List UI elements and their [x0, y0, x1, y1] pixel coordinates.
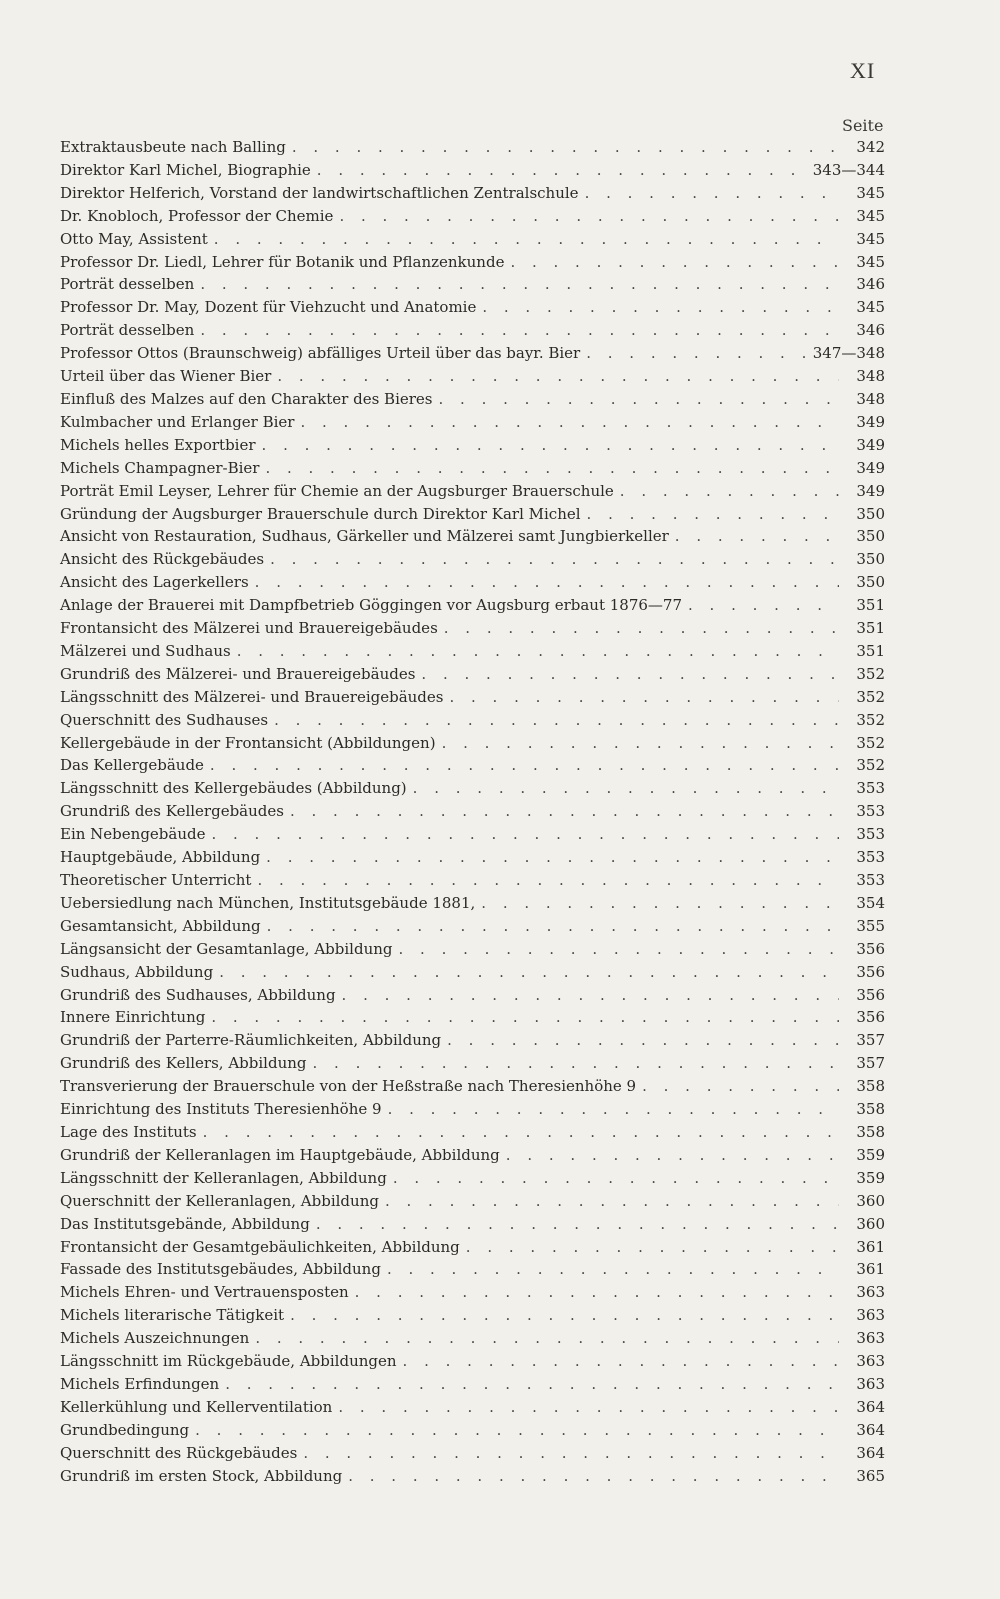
toc-entry-page: 345	[856, 206, 885, 225]
toc-entry-title: Lage des Instituts	[60, 1122, 197, 1141]
toc-entry	[60, 1442, 885, 1465]
toc-entry	[60, 1419, 885, 1442]
toc-entry-page: 363	[856, 1329, 885, 1348]
toc-entry-title: Sudhaus, Abbildung	[60, 962, 214, 981]
toc-entry	[60, 525, 885, 548]
toc-entry-title: Extraktausbeute nach Balling	[60, 138, 286, 156]
toc-entry	[60, 1258, 885, 1281]
toc-entry-title: Grundriß des Sudhauses, Abbildung	[60, 985, 336, 1004]
dot-leader	[255, 571, 839, 594]
toc-entry	[60, 754, 885, 777]
dot-leader	[399, 938, 839, 961]
toc-entry-page: 363	[856, 1374, 885, 1393]
dot-leader	[587, 503, 839, 526]
toc-entry	[60, 1167, 885, 1190]
toc-entry-title: Frontansicht des Mälzerei und Brauereigebäudes	[60, 619, 438, 638]
dot-leader	[444, 617, 839, 640]
toc-entry-page: 348	[856, 367, 885, 386]
toc-entry-page: 352	[856, 710, 885, 729]
toc-entry-page: 353	[856, 779, 885, 798]
dot-leader	[442, 732, 839, 755]
dot-leader	[195, 1419, 839, 1442]
toc-entry-page: 345	[856, 298, 885, 317]
toc-entry-page: 355	[856, 916, 885, 935]
toc-entry-title: Porträt desselben	[60, 275, 195, 294]
toc-entry-page: 349	[856, 412, 885, 431]
toc-entry	[60, 571, 885, 594]
dot-leader	[265, 457, 839, 480]
toc-entry	[60, 846, 885, 869]
dot-leader	[466, 1236, 839, 1259]
toc-entry	[60, 480, 885, 503]
toc-entry-page: 352	[856, 687, 885, 706]
toc-entry-page: 349	[856, 481, 885, 500]
toc-entry	[60, 663, 885, 686]
toc-entry-title: Transverierung der Brauerschule von der Heßstraße nach Theresienhöhe 9	[60, 1077, 637, 1096]
toc-entry-title: Kulmbacher und Erlanger Bier	[60, 412, 295, 431]
toc-entry-title: Einfluß des Malzes auf den Charakter des Bieres	[60, 389, 433, 408]
dot-leader	[200, 319, 839, 342]
dot-leader	[200, 273, 839, 296]
toc-entry-title: Porträt desselben	[60, 321, 195, 340]
toc-entry	[60, 434, 885, 457]
toc-entry-title: Direktor Helferich, Vorstand der landwirtschaftlichen Zentralschule	[60, 183, 579, 202]
toc-entry	[60, 319, 885, 342]
toc-entry-page: 363	[856, 1306, 885, 1325]
toc-entry-page: 352	[856, 756, 885, 775]
toc-entry	[60, 1075, 885, 1098]
dot-leader	[316, 1213, 839, 1236]
toc-entry-title: Kellerkühlung und Kellerventilation	[60, 1397, 333, 1416]
toc-entry-page: 356	[856, 939, 885, 958]
toc-entry	[60, 823, 885, 846]
toc-entry	[60, 640, 885, 663]
dot-leader	[586, 342, 807, 365]
toc-entry-title: Professor Ottos (Braunschweig) abfälliges Urteil über das bayr. Bier	[60, 344, 581, 363]
toc-entry-title: Grundriß des Kellers, Abbildung	[60, 1054, 307, 1073]
dot-leader	[449, 686, 839, 709]
toc-entry-page: 343—344	[812, 160, 885, 179]
toc-entry	[60, 915, 885, 938]
toc-entry-page: 351	[856, 619, 885, 638]
toc-entry	[60, 732, 885, 755]
toc-entry	[60, 251, 885, 274]
toc-entry-title: Längsansicht der Gesamtanlage, Abbildung	[60, 939, 393, 958]
toc-entry-title: Anlage der Brauerei mit Dampfbetrieb Göggingen vor Augsburg erbaut 1876—77	[60, 596, 683, 615]
dot-leader	[210, 754, 839, 777]
toc-entry-page: 361	[856, 1260, 885, 1279]
dot-leader	[214, 228, 839, 251]
toc-entry	[60, 1098, 885, 1121]
toc-entry-title: Dr. Knobloch, Professor der Chemie	[60, 206, 334, 225]
dot-leader	[506, 1144, 839, 1167]
table-of-contents	[60, 136, 885, 1487]
toc-entry-page: 349	[856, 458, 885, 477]
toc-entry-page: 356	[856, 962, 885, 981]
toc-entry-title: Längsschnitt des Kellergebäudes (Abbildung)	[60, 779, 407, 798]
dot-leader	[317, 159, 807, 182]
toc-entry-title: Längsschnitt der Kelleranlagen, Abbildung	[60, 1168, 387, 1187]
toc-entry-title: Michels helles Exportbier	[60, 435, 256, 454]
dot-leader	[313, 1052, 840, 1075]
toc-entry-title: Ansicht des Lagerkellers	[60, 573, 249, 592]
toc-entry-title: Grundriß im ersten Stock, Abbildung	[60, 1466, 343, 1485]
toc-entry	[60, 548, 885, 571]
toc-entry-title: Uebersiedlung nach München, Institutsgebäude 1881,	[60, 893, 476, 912]
toc-entry-page: 354	[856, 893, 885, 912]
toc-entry-title: Michels Auszeichnungen	[60, 1329, 250, 1348]
toc-entry	[60, 159, 885, 182]
toc-entry	[60, 961, 885, 984]
dot-leader	[675, 525, 839, 548]
toc-entry-page: 357	[856, 1054, 885, 1073]
toc-entry	[60, 205, 885, 228]
toc-entry	[60, 1121, 885, 1144]
dot-leader	[620, 480, 839, 503]
toc-entry-page: 356	[856, 1008, 885, 1027]
toc-entry	[60, 617, 885, 640]
dot-leader	[219, 961, 839, 984]
toc-entry-page: 350	[856, 504, 885, 523]
toc-entry-page: 350	[856, 527, 885, 546]
toc-entry-title: Grundriß des Mälzerei- und Brauereigebäudes	[60, 664, 416, 683]
toc-entry-page: 353	[856, 871, 885, 889]
toc-entry-title: Grundbedingung	[60, 1420, 190, 1439]
dot-leader	[255, 1327, 839, 1350]
toc-entry	[60, 503, 885, 526]
toc-entry-title: Grundriß des Kellergebäudes	[60, 802, 284, 821]
toc-entry-page: 360	[856, 1214, 885, 1233]
toc-entry	[60, 1213, 885, 1236]
dot-leader	[393, 1167, 839, 1190]
page-number: XI	[850, 58, 876, 83]
toc-entry-title: Hauptgebäude, Abbildung	[60, 848, 261, 867]
toc-entry-page: 359	[856, 1145, 885, 1164]
dot-leader	[585, 182, 839, 205]
dot-leader	[257, 869, 839, 892]
toc-entry-page: 364	[856, 1397, 885, 1416]
page-column-label: Seite	[842, 116, 884, 135]
toc-entry-title: Innere Einrichtung	[60, 1008, 206, 1027]
toc-entry	[60, 800, 885, 823]
dot-leader	[237, 640, 839, 663]
toc-entry-title: Professor Dr. Liedl, Lehrer für Botanik und Pflanzenkunde	[60, 252, 505, 271]
toc-entry-page: 365	[856, 1466, 885, 1485]
toc-entry-title: Querschnitt des Sudhauses	[60, 710, 269, 729]
dot-leader	[270, 548, 839, 571]
dot-leader	[292, 136, 839, 159]
toc-entry	[60, 1396, 885, 1419]
dot-leader	[387, 1258, 839, 1281]
toc-entry-page: 363	[856, 1352, 885, 1371]
toc-entry-title: Das Kellergebäude	[60, 756, 204, 775]
toc-entry-title: Längsschnitt des Mälzerei- und Brauereigebäudes	[60, 687, 444, 706]
dot-leader	[290, 800, 839, 823]
toc-entry-page: 346	[856, 321, 885, 340]
toc-entry-page: 351	[856, 641, 885, 660]
toc-entry-page: 346	[856, 275, 885, 294]
toc-entry-title: Otto May, Assistent	[60, 229, 208, 248]
dot-leader	[211, 823, 839, 846]
toc-entry-title: Grundriß der Kelleranlagen im Hauptgebäude, Abbildung	[60, 1145, 500, 1164]
toc-entry-title: Gründung der Augsburger Brauerschule durch Direktor Karl Michel	[60, 504, 581, 523]
dot-leader	[355, 1281, 839, 1304]
toc-entry-page: 347—348	[812, 344, 885, 363]
toc-entry-title: Michels Erfindungen	[60, 1374, 220, 1393]
dot-leader	[203, 1121, 839, 1144]
toc-entry-title: Einrichtung des Instituts Theresienhöhe 9	[60, 1100, 382, 1119]
toc-entry-title: Längsschnitt im Rückgebäude, Abbildungen	[60, 1352, 397, 1371]
toc-entry	[60, 869, 885, 892]
dot-leader	[303, 1442, 839, 1465]
toc-entry	[60, 1052, 885, 1075]
toc-entry-title: Direktor Karl Michel, Biographie	[60, 160, 311, 179]
dot-leader	[388, 1098, 839, 1121]
dot-leader	[274, 709, 839, 732]
toc-entry-title: Michels literarische Tätigkeit	[60, 1306, 285, 1325]
dot-leader	[290, 1304, 839, 1327]
dot-leader	[348, 1465, 839, 1488]
toc-entry	[60, 709, 885, 732]
toc-entry-page: 349	[856, 435, 885, 454]
toc-entry	[60, 1144, 885, 1167]
toc-entry-title: Mälzerei und Sudhaus	[60, 641, 231, 660]
toc-entry	[60, 457, 885, 480]
toc-entry-page: 350	[856, 550, 885, 569]
dot-leader	[385, 1190, 839, 1213]
toc-entry-page: 358	[856, 1122, 885, 1141]
toc-entry	[60, 1006, 885, 1029]
toc-entry-page: 348	[856, 389, 885, 408]
toc-entry-title: Urteil über das Wiener Bier	[60, 367, 272, 386]
dot-leader	[267, 915, 839, 938]
toc-entry-page: 353	[856, 825, 885, 844]
toc-entry	[60, 1190, 885, 1213]
dot-leader	[339, 205, 839, 228]
dot-leader	[447, 1029, 839, 1052]
toc-entry-title: Kellergebäude in der Frontansicht (Abbildungen)	[60, 733, 436, 752]
toc-entry-title: Frontansicht der Gesamtgebäulichkeiten, Abbildung	[60, 1237, 460, 1256]
dot-leader	[403, 1350, 839, 1373]
toc-entry-page: 356	[856, 985, 885, 1004]
toc-entry-title: Ansicht des Rückgebäudes	[60, 550, 265, 569]
toc-entry-page: 364	[856, 1420, 885, 1439]
toc-entry-title: Gesamtansicht, Abbildung	[60, 916, 261, 935]
toc-entry-title: Fassade des Institutsgebäudes, Abbildung	[60, 1260, 381, 1279]
toc-entry	[60, 1327, 885, 1350]
toc-entry-title: Querschnitt der Kelleranlagen, Abbildung	[60, 1191, 379, 1210]
toc-entry-page: 358	[856, 1100, 885, 1119]
toc-entry	[60, 594, 885, 617]
toc-entry-page: 363	[856, 1283, 885, 1302]
toc-entry-title: Querschnitt des Rückgebäudes	[60, 1443, 298, 1462]
dot-leader	[439, 388, 840, 411]
toc-entry-page: 359	[856, 1168, 885, 1187]
toc-entry	[60, 1029, 885, 1052]
toc-entry-title: Professor Dr. May, Dozent für Viehzucht und Anatomie	[60, 298, 477, 317]
toc-entry-title: Porträt Emil Leyser, Lehrer für Chemie an der Augsburger Brauerschule	[60, 481, 614, 500]
toc-entry-page: 352	[856, 664, 885, 683]
dot-leader	[211, 1006, 839, 1029]
toc-entry-page: 351	[856, 596, 885, 615]
toc-entry	[60, 984, 885, 1007]
toc-entry	[60, 1373, 885, 1396]
dot-leader	[642, 1075, 839, 1098]
toc-entry-page: 361	[856, 1237, 885, 1256]
toc-entry-page: 345	[856, 183, 885, 202]
toc-entry	[60, 1465, 885, 1488]
toc-entry-title: Michels Champagner-Bier	[60, 458, 260, 477]
toc-entry	[60, 938, 885, 961]
dot-leader	[421, 663, 839, 686]
toc-entry-title: Ein Nebengebäude	[60, 825, 206, 844]
dot-leader	[266, 846, 839, 869]
toc-entry-page: 345	[856, 252, 885, 271]
dot-leader	[342, 984, 839, 1007]
toc-entry	[60, 411, 885, 434]
toc-entry-title: Ansicht von Restauration, Sudhaus, Gärkeller und Mälzerei samt Jungbierkeller	[60, 527, 669, 546]
dot-leader	[688, 594, 839, 617]
dot-leader	[338, 1396, 839, 1419]
toc-entry-title: Das Institutsgebände, Abbildung	[60, 1214, 310, 1233]
toc-entry	[60, 136, 885, 159]
toc-entry-page: 353	[856, 802, 885, 821]
toc-entry-page: 357	[856, 1031, 885, 1050]
dot-leader	[277, 365, 839, 388]
dot-leader	[225, 1373, 839, 1396]
toc-entry	[60, 1304, 885, 1327]
dot-leader	[413, 777, 839, 800]
toc-entry	[60, 686, 885, 709]
dot-leader	[481, 892, 839, 915]
toc-entry	[60, 892, 885, 915]
toc-entry	[60, 273, 885, 296]
toc-entry-title: Michels Ehren- und Vertrauensposten	[60, 1283, 349, 1302]
dot-leader	[482, 296, 839, 319]
toc-entry-page: 353	[856, 848, 885, 867]
toc-entry	[60, 365, 885, 388]
toc-entry-page: 350	[856, 573, 885, 592]
toc-entry	[60, 182, 885, 205]
toc-entry-page: 345	[856, 229, 885, 248]
toc-entry	[60, 1281, 885, 1304]
toc-entry-title: Grundriß der Parterre-Räumlichkeiten, Abbildung	[60, 1031, 442, 1050]
toc-entry-page: 364	[856, 1443, 885, 1462]
toc-entry-page: 352	[856, 733, 885, 752]
dot-leader	[510, 251, 839, 274]
toc-entry	[60, 228, 885, 251]
toc-entry-page: 360	[856, 1191, 885, 1210]
toc-entry	[60, 777, 885, 800]
toc-entry-title: Theoretischer Unterricht	[60, 871, 252, 889]
toc-entry	[60, 296, 885, 319]
toc-entry	[60, 342, 885, 365]
dot-leader	[262, 434, 839, 457]
toc-entry	[60, 1236, 885, 1259]
dot-leader	[300, 411, 839, 434]
toc-entry	[60, 1350, 885, 1373]
toc-entry-page: 358	[856, 1077, 885, 1096]
toc-entry	[60, 388, 885, 411]
toc-entry-page: 342	[856, 138, 885, 156]
